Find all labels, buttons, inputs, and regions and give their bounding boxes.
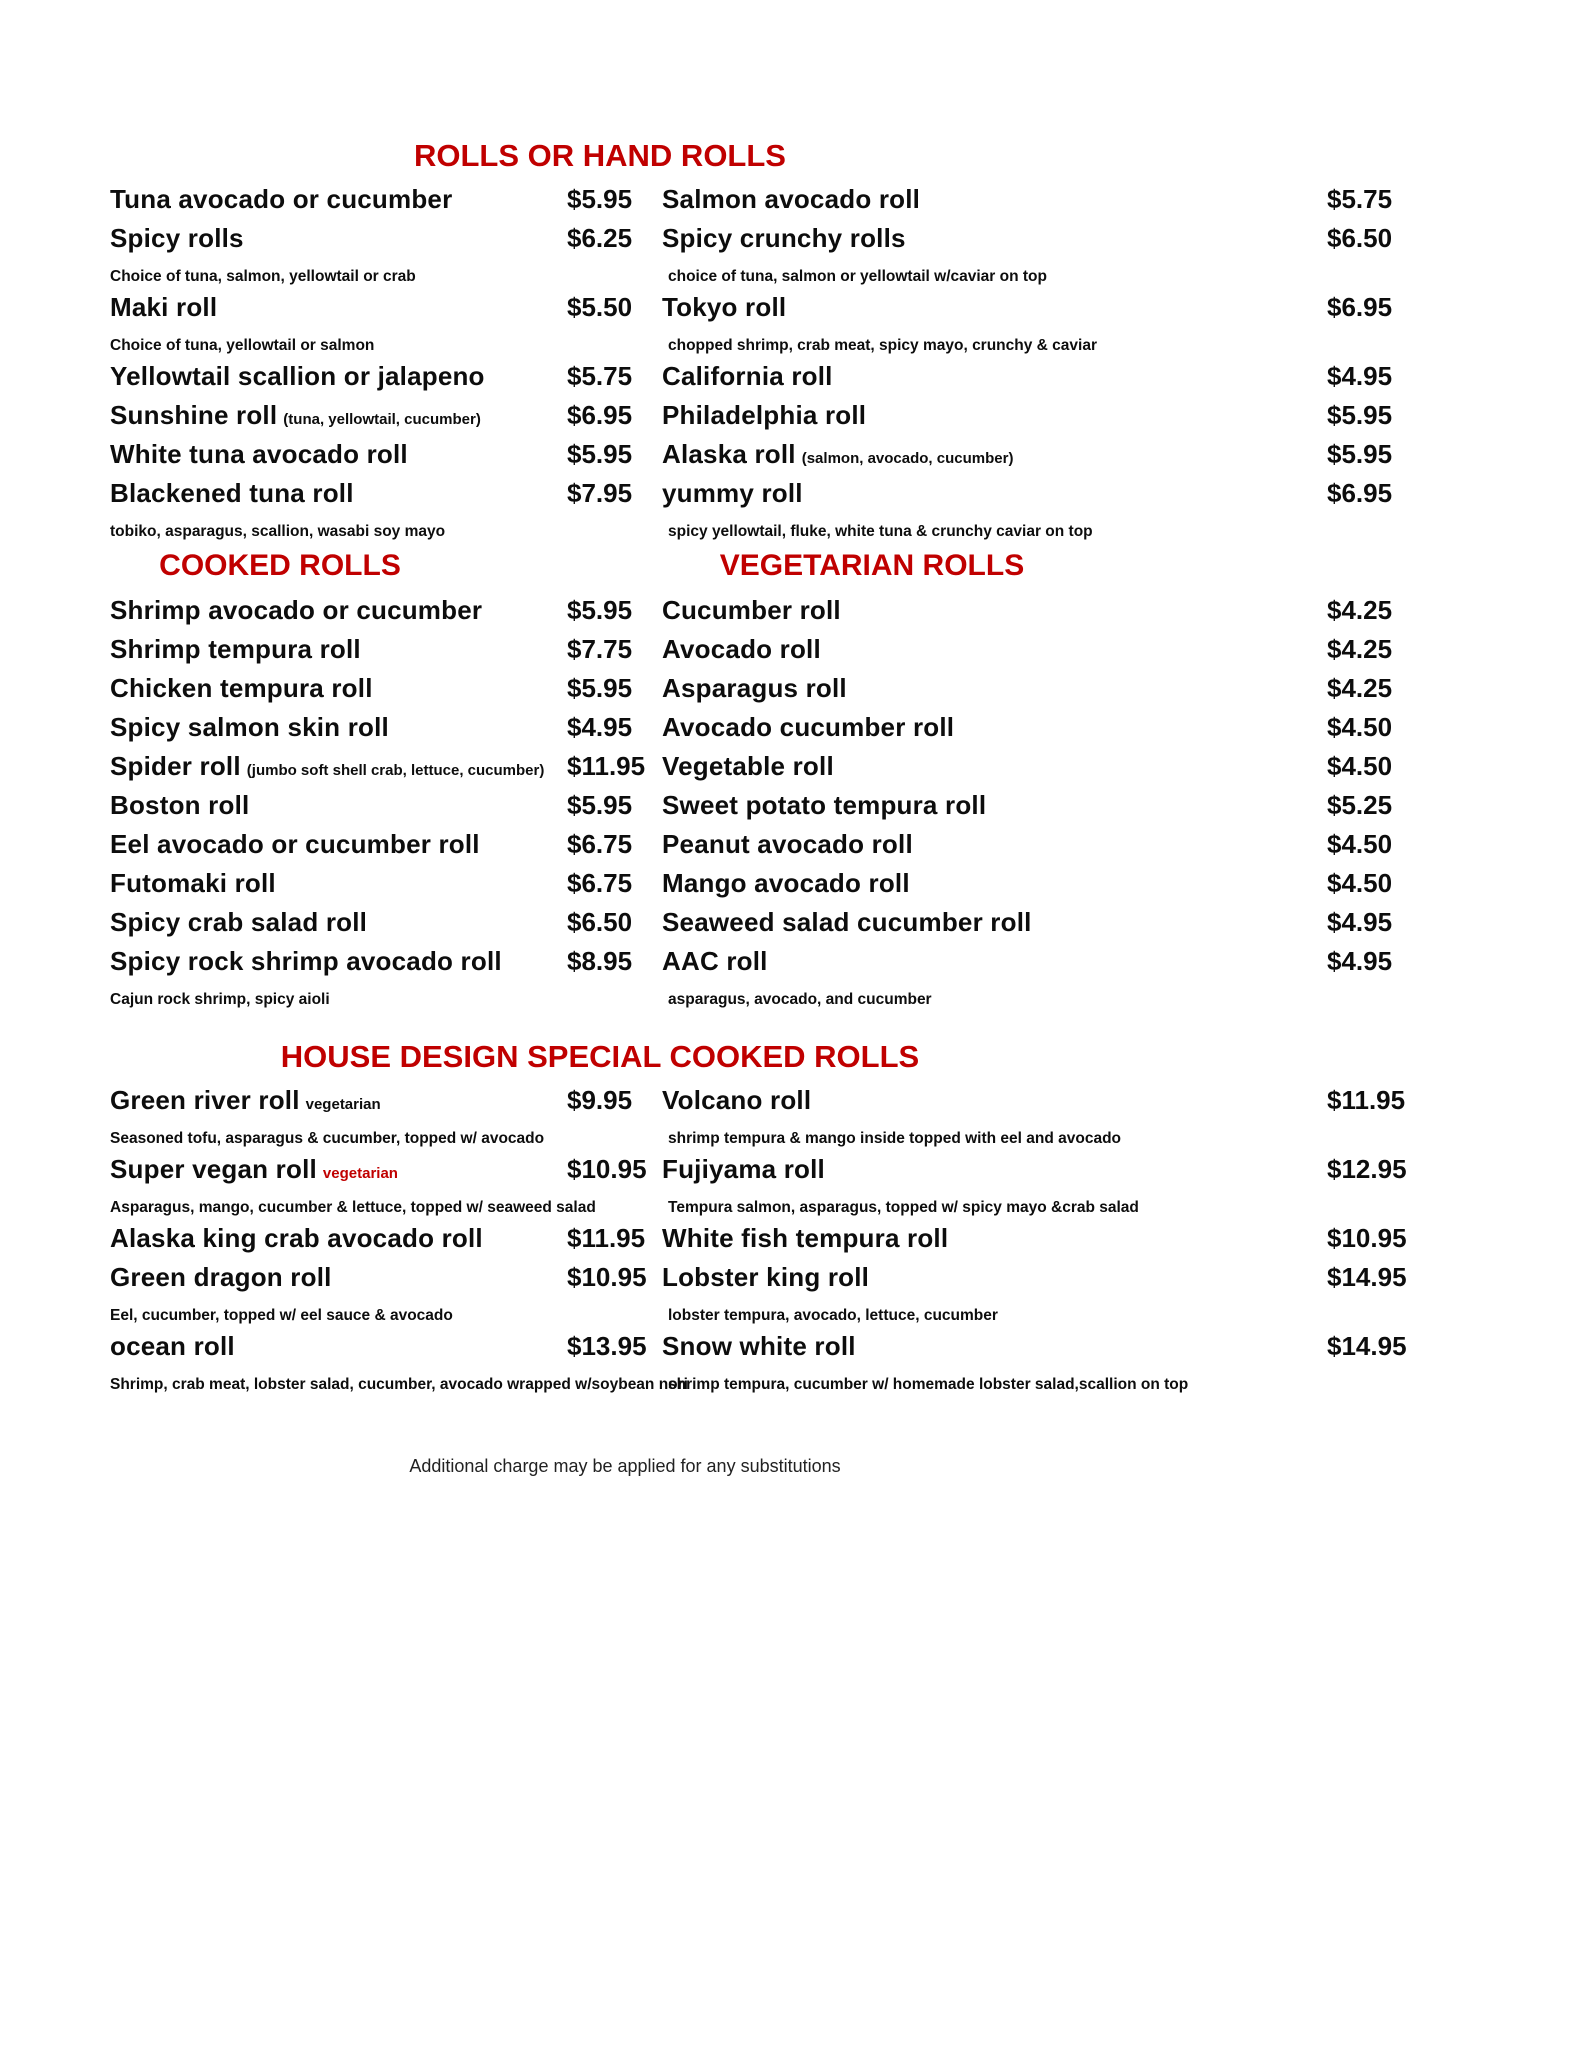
column-title: COOKED ROLLS xyxy=(159,549,401,582)
item-description: Choice of tuna, yellowtail or salmon xyxy=(110,337,375,354)
item-line xyxy=(662,712,1422,751)
menu-item xyxy=(662,361,1422,400)
item-line xyxy=(662,595,1422,634)
item-description: tobiko, asparagus, scallion, wasabi soy mayo xyxy=(110,523,446,540)
menu-item xyxy=(662,1085,1422,1154)
menu-item xyxy=(110,400,662,439)
item-note: vegetarian xyxy=(322,1165,398,1182)
item-price: $4.50 xyxy=(1327,829,1393,859)
item-price: $7.75 xyxy=(567,634,633,664)
item-price: $5.75 xyxy=(1327,184,1393,214)
item-name: Asparagus roll xyxy=(662,673,847,703)
item-price: $4.95 xyxy=(1327,946,1393,976)
menu-item xyxy=(662,790,1422,829)
menu-item xyxy=(662,673,1422,712)
column-title: VEGETARIAN ROLLS xyxy=(719,549,1025,582)
item-line xyxy=(662,634,1422,673)
item-line xyxy=(662,1223,1422,1262)
menu-item xyxy=(662,751,1422,790)
item-price: $5.50 xyxy=(567,292,633,322)
menu-item xyxy=(110,1223,662,1262)
item-name: Lobster king roll xyxy=(662,1262,870,1292)
item-price: $4.95 xyxy=(1327,361,1393,391)
item-name: AAC roll xyxy=(662,946,768,976)
menu-sections xyxy=(110,138,1532,1400)
item-price: $6.50 xyxy=(1327,223,1393,253)
menu-section xyxy=(110,138,1532,547)
item-name: Seaweed salad cucumber roll xyxy=(662,907,1032,937)
menu-item xyxy=(110,595,662,634)
menu-item xyxy=(662,478,1422,547)
section-title: HOUSE DESIGN SPECIAL COOKED ROLLS xyxy=(280,1039,920,1074)
item-note: (salmon, avocado, cucumber) xyxy=(801,450,1014,467)
item-price: $10.95 xyxy=(567,1154,647,1184)
item-name: Cucumber roll xyxy=(662,595,841,625)
menu-item xyxy=(662,439,1422,478)
item-name: Green dragon roll xyxy=(110,1262,332,1292)
item-name: Boston roll xyxy=(110,790,250,820)
item-name: Fujiyama roll xyxy=(662,1154,825,1184)
item-price: $4.50 xyxy=(1327,712,1393,742)
item-line xyxy=(662,361,1422,400)
menu-item xyxy=(110,829,662,868)
column-items xyxy=(662,1085,1422,1400)
menu-item xyxy=(662,292,1422,361)
item-line xyxy=(110,751,662,790)
menu-item xyxy=(110,1331,688,1400)
menu-item xyxy=(110,478,662,547)
item-line xyxy=(110,1262,662,1301)
menu-item xyxy=(110,1262,662,1331)
item-line xyxy=(110,439,662,478)
item-line xyxy=(110,907,662,946)
item-name: ocean roll xyxy=(110,1331,235,1361)
menu-item xyxy=(110,292,662,361)
item-description: spicy yellowtail, fluke, white tuna & crunchy caviar on top xyxy=(668,523,1093,540)
menu-item xyxy=(662,868,1422,907)
item-price: $14.95 xyxy=(1327,1262,1407,1292)
menu-item xyxy=(110,907,662,946)
menu-item xyxy=(662,400,1422,439)
menu-item xyxy=(662,712,1422,751)
item-line xyxy=(662,751,1422,790)
item-price: $6.75 xyxy=(567,829,633,859)
item-note: (jumbo soft shell crab, lettuce, cucumber) xyxy=(246,762,545,779)
item-price: $10.95 xyxy=(567,1262,647,1292)
item-price: $5.95 xyxy=(567,184,633,214)
menu-item xyxy=(110,946,662,1015)
item-price: $5.95 xyxy=(567,673,633,703)
menu-item xyxy=(662,1223,1422,1262)
menu-item xyxy=(662,1331,1422,1400)
item-name: yummy roll xyxy=(662,478,803,508)
item-name: Yellowtail scallion or jalapeno xyxy=(110,361,485,391)
section-columns xyxy=(110,1085,1532,1400)
item-name: Peanut avocado roll xyxy=(662,829,913,859)
item-name: Sunshine roll xyxy=(110,400,278,430)
item-name: Spicy rolls xyxy=(110,223,244,253)
menu-item xyxy=(110,184,662,223)
item-line xyxy=(662,1331,1422,1370)
item-name: Spider roll xyxy=(110,751,241,781)
item-price: $14.95 xyxy=(1327,1331,1407,1361)
item-description: choice of tuna, salmon or yellowtail w/caviar on top xyxy=(668,268,1047,285)
menu-item xyxy=(662,1262,1422,1331)
item-line xyxy=(662,829,1422,868)
item-name: Shrimp avocado or cucumber xyxy=(110,595,483,625)
menu-item xyxy=(662,634,1422,673)
item-name: Avocado cucumber roll xyxy=(662,712,955,742)
item-line xyxy=(110,1223,662,1262)
item-name: Snow white roll xyxy=(662,1331,856,1361)
item-line xyxy=(662,946,1422,985)
item-name: Super vegan roll xyxy=(110,1154,317,1184)
item-name: Blackened tuna roll xyxy=(110,478,354,508)
item-price: $6.95 xyxy=(1327,292,1393,322)
column-items xyxy=(110,1085,688,1400)
item-description: Seasoned tofu, asparagus & cucumber, topped w/ avocado xyxy=(110,1130,545,1147)
menu-item xyxy=(110,712,662,751)
item-name: Tuna avocado or cucumber xyxy=(110,184,453,214)
item-description: asparagus, avocado, and cucumber xyxy=(668,991,932,1008)
item-name: Philadelphia roll xyxy=(662,400,867,430)
menu-item xyxy=(110,790,662,829)
item-line xyxy=(662,1262,1422,1301)
item-name: Alaska king crab avocado roll xyxy=(110,1223,483,1253)
item-price: $4.95 xyxy=(1327,907,1393,937)
menu-section xyxy=(110,1039,1532,1400)
item-line xyxy=(662,790,1422,829)
column-items xyxy=(662,184,1422,547)
item-name: Spicy salmon skin roll xyxy=(110,712,389,742)
item-line xyxy=(110,868,662,907)
item-line xyxy=(662,907,1422,946)
menu-item xyxy=(110,1085,662,1154)
menu-item xyxy=(110,1154,662,1223)
item-line xyxy=(662,292,1422,331)
item-name: Tokyo roll xyxy=(662,292,787,322)
item-description: lobster tempura, avocado, lettuce, cucumber xyxy=(668,1307,998,1324)
item-price: $5.95 xyxy=(1327,400,1393,430)
menu-column xyxy=(662,184,1422,547)
item-line xyxy=(662,1085,1422,1124)
item-price: $5.95 xyxy=(567,439,633,469)
column-items xyxy=(110,184,662,547)
item-price: $5.95 xyxy=(567,595,633,625)
item-line xyxy=(110,292,662,331)
item-name: Volcano roll xyxy=(662,1085,812,1115)
item-name: Mango avocado roll xyxy=(662,868,910,898)
item-name: Vegetable roll xyxy=(662,751,834,781)
menu-item xyxy=(662,595,1422,634)
column-items xyxy=(110,595,662,1015)
item-line xyxy=(110,790,662,829)
menu-item xyxy=(662,946,1422,1015)
item-name: Maki roll xyxy=(110,292,218,322)
item-price: $11.95 xyxy=(567,751,646,781)
item-name: California roll xyxy=(662,361,833,391)
item-line xyxy=(110,1085,662,1124)
item-price: $8.95 xyxy=(567,946,633,976)
item-price: $13.95 xyxy=(567,1331,647,1361)
item-name: Eel avocado or cucumber roll xyxy=(110,829,480,859)
section-columns xyxy=(110,184,1532,547)
item-description: Choice of tuna, salmon, yellowtail or crab xyxy=(110,268,416,285)
item-line xyxy=(110,595,662,634)
item-line xyxy=(662,223,1422,262)
section-columns xyxy=(110,547,1532,1015)
menu-item xyxy=(662,1154,1422,1223)
item-price: $6.95 xyxy=(567,400,633,430)
item-line xyxy=(110,223,662,262)
item-name: Spicy rock shrimp avocado roll xyxy=(110,946,502,976)
item-name: Spicy crunchy rolls xyxy=(662,223,906,253)
item-note: vegetarian xyxy=(305,1096,381,1113)
menu-column xyxy=(110,1085,688,1400)
menu-column xyxy=(662,547,1422,1015)
item-description: Eel, cucumber, topped w/ eel sauce & avocado xyxy=(110,1307,453,1324)
item-price: $4.25 xyxy=(1327,595,1393,625)
item-price: $5.95 xyxy=(567,790,633,820)
item-line xyxy=(110,673,662,712)
item-line xyxy=(662,868,1422,907)
menu-item xyxy=(110,361,662,400)
menu-item xyxy=(110,634,662,673)
item-name: Salmon avocado roll xyxy=(662,184,921,214)
item-name: Futomaki roll xyxy=(110,868,276,898)
section-title: ROLLS OR HAND ROLLS xyxy=(414,138,786,173)
menu-item xyxy=(662,223,1422,292)
item-name: Chicken tempura roll xyxy=(110,673,373,703)
menu-item xyxy=(662,184,1422,223)
item-price: $6.75 xyxy=(567,868,633,898)
item-line xyxy=(110,478,662,517)
item-price: $7.95 xyxy=(567,478,633,508)
item-price: $4.95 xyxy=(567,712,633,742)
item-line xyxy=(110,361,662,400)
item-price: $11.95 xyxy=(567,1223,646,1253)
item-name: Sweet potato tempura roll xyxy=(662,790,987,820)
item-line xyxy=(662,1154,1422,1193)
item-description: shrimp tempura, cucumber w/ homemade lobster salad,scallion on top xyxy=(668,1376,1189,1393)
item-price: $10.95 xyxy=(1327,1223,1407,1253)
item-line xyxy=(110,1154,662,1193)
item-description: Asparagus, mango, cucumber & lettuce, topped w/ seaweed salad xyxy=(110,1199,596,1216)
item-line xyxy=(662,439,1422,478)
item-price: $11.95 xyxy=(1327,1085,1406,1115)
menu-column xyxy=(110,547,662,1015)
item-price: $6.50 xyxy=(567,907,633,937)
item-line xyxy=(662,478,1422,517)
item-price: $5.25 xyxy=(1327,790,1393,820)
menu-item xyxy=(662,907,1422,946)
menu-column xyxy=(662,1085,1422,1400)
item-line xyxy=(110,712,662,751)
item-price: $5.95 xyxy=(1327,439,1393,469)
item-line xyxy=(110,400,662,439)
item-description: chopped shrimp, crab meat, spicy mayo, crunchy & caviar xyxy=(668,337,1097,354)
menu-section xyxy=(110,547,1532,1015)
column-items xyxy=(662,595,1422,1015)
footer-note: Additional charge may be applied for any substitutions xyxy=(409,1456,841,1476)
item-description: Shrimp, crab meat, lobster salad, cucumber, avocado wrapped w/soybean nori xyxy=(110,1376,688,1393)
menu-item xyxy=(110,439,662,478)
item-price: $4.50 xyxy=(1327,868,1393,898)
item-line xyxy=(662,673,1422,712)
item-name: Spicy crab salad roll xyxy=(110,907,368,937)
item-price: $5.75 xyxy=(567,361,633,391)
item-name: White tuna avocado roll xyxy=(110,439,408,469)
item-line xyxy=(110,829,662,868)
item-line xyxy=(662,400,1422,439)
item-description: Tempura salmon, asparagus, topped w/ spicy mayo &crab salad xyxy=(668,1199,1139,1216)
item-description: shrimp tempura & mango inside topped with eel and avocado xyxy=(668,1130,1122,1147)
item-price: $6.25 xyxy=(567,223,633,253)
menu-item xyxy=(110,223,662,292)
item-description: Cajun rock shrimp, spicy aioli xyxy=(110,991,330,1008)
item-name: White fish tempura roll xyxy=(662,1223,949,1253)
menu-item xyxy=(662,829,1422,868)
menu-column xyxy=(110,184,662,547)
item-name: Avocado roll xyxy=(662,634,821,664)
item-line xyxy=(110,1331,662,1370)
item-price: $4.25 xyxy=(1327,673,1393,703)
item-price: $9.95 xyxy=(567,1085,633,1115)
item-line xyxy=(110,946,662,985)
item-price: $6.95 xyxy=(1327,478,1393,508)
item-line xyxy=(662,184,1422,223)
item-name: Green river roll xyxy=(110,1085,300,1115)
menu-item xyxy=(110,868,662,907)
item-price: $4.25 xyxy=(1327,634,1393,664)
item-note: (tuna, yellowtail, cucumber) xyxy=(283,411,481,428)
item-price: $12.95 xyxy=(1327,1154,1407,1184)
item-name: Shrimp tempura roll xyxy=(110,634,361,664)
menu-item xyxy=(110,673,662,712)
item-price: $4.50 xyxy=(1327,751,1393,781)
menu-item xyxy=(110,751,662,790)
item-name: Alaska roll xyxy=(662,439,796,469)
item-line xyxy=(110,634,662,673)
item-line xyxy=(110,184,662,223)
